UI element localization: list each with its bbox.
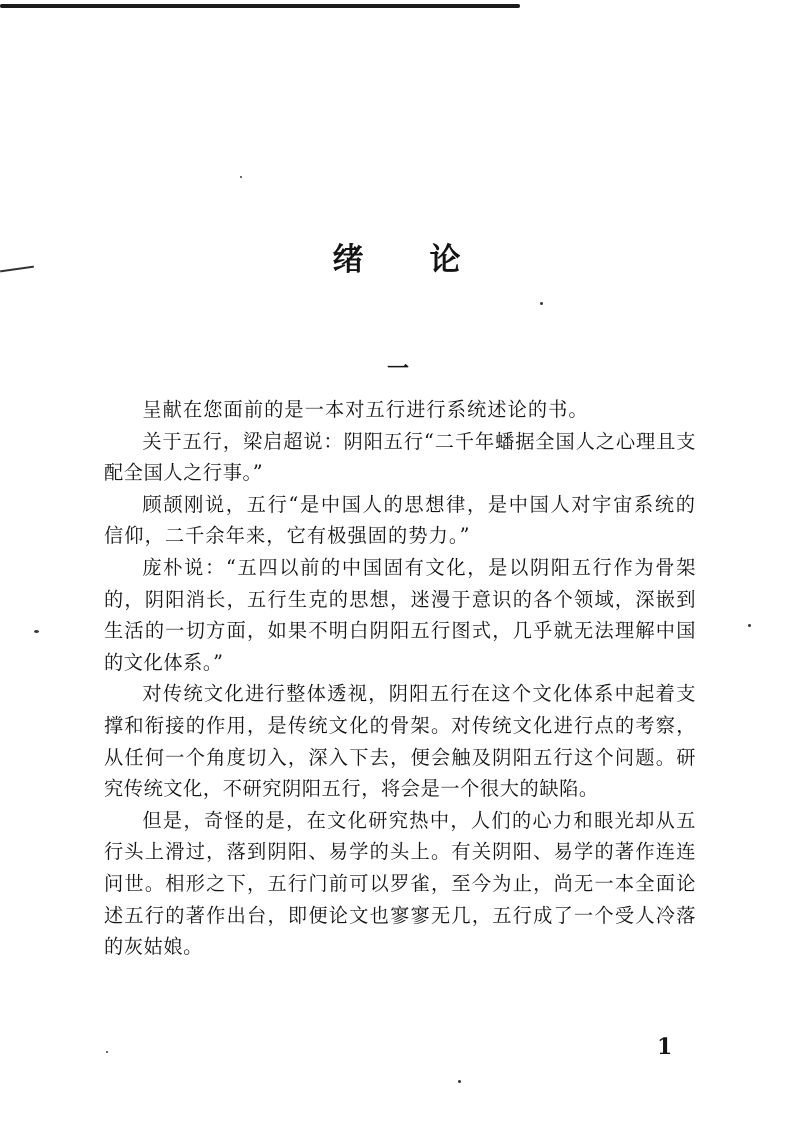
paragraph: 庞朴说：“五四以前的中国固有文化，是以阴阳五行作为骨架的，阴阳消长，五行生克的思想，迷漫于意识的各个领域，深嵌到生活的一切方面，如果不明白阴阳五行图式，几乎就无法理解中国的文化体系。” <box>104 555 696 674</box>
chapter-title: 绪论 <box>332 242 527 278</box>
paragraph: 但是，奇怪的是，在文化研究热中，人们的心力和眼光却从五行头上滑过，落到阴阳、易学的头上。有关阴阳、易学的著作连连问世。相形之下，五行门前可以罗雀，至今为止，尚无一本全面论述五行的著作出台，即便论文也寥寥无几，五行成了一个受人冷落的灰姑娘。 <box>104 808 696 959</box>
section-number: 一 <box>386 356 409 382</box>
scan-edge-line <box>0 4 520 8</box>
paragraph: 关于五行，梁启超说：阴阳五行“二千年蟠据全国人之心理且支配全国人之行事。” <box>104 429 696 485</box>
scan-speck <box>748 624 751 627</box>
body-text <box>104 394 696 963</box>
scan-speck <box>34 630 39 633</box>
scan-speck <box>240 176 242 178</box>
scan-speck <box>106 1051 108 1053</box>
paragraph: 呈献在您面前的是一本对五行进行系统述论的书。 <box>142 398 589 421</box>
page-number: 1 <box>657 1034 673 1060</box>
paragraph: 顾颉刚说，五行“是中国人的思想律，是中国人对宇宙系统的信仰，二千余年来，它有极强固的势力。” <box>104 492 696 548</box>
paragraph: 对传统文化进行整体透视，阴阳五行在这个文化体系中起着支撑和衔接的作用，是传统文化的骨架。对传统文化进行点的考察，从任何一个角度切入，深入下去，便会触及阴阳五行这个问题。研究传统文化，不研究阴阳五行，将会是一个很大的缺陷。 <box>104 682 696 801</box>
scan-speck <box>458 1080 461 1083</box>
scan-speck <box>540 302 543 305</box>
